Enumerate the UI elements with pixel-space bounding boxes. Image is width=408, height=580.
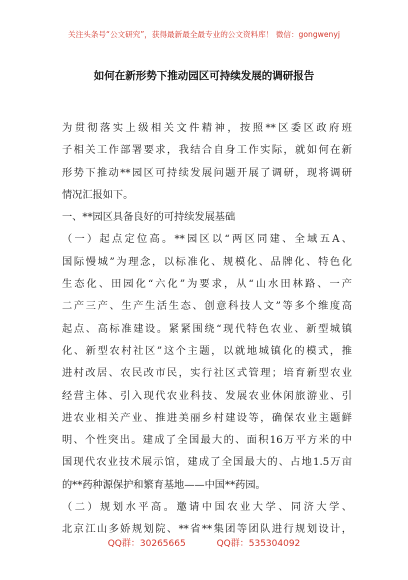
footer-qq-group-2: QQ群：535304092	[216, 539, 301, 549]
body-line: 化、新型农村社区”这个主题，以就地城镇化的模式，推	[62, 345, 352, 357]
body-line: 进农业相关产业、推进美丽乡村建设等，确保农业主题鲜	[62, 412, 352, 424]
document-body	[62, 118, 352, 542]
body-line: 起点、高标准建设。紧紧围绕“现代特色农业、新型城镇	[62, 323, 352, 335]
body-line: 进村改居、农民改市民，实行社区式管理；培育新型农业	[62, 368, 352, 380]
body-line: 国际慢城”为理念，以标准化、规模化、品牌化、特色化	[62, 256, 352, 268]
body-line: 北京江山多娇规划院、**省**集团等团队进行规划设计，	[62, 524, 352, 536]
body-line: 情况汇报如下。	[62, 189, 134, 201]
body-line: 二产三产、生产生活生态、创意科技人文”等多个维度高	[62, 301, 352, 313]
section-heading: 一、**园区具备良好的可持续发展基础	[62, 212, 236, 224]
footer-qq-group-1: QQ群：30265665	[107, 539, 186, 549]
body-line: 形势下推动**园区可持续发展问题开展了调研，现将调研	[62, 167, 352, 179]
body-line: 国现代农业技术展示馆，建成了全国最大的、占地1.5万亩	[62, 457, 352, 469]
body-line: 为贯彻落实上级相关文件精神，按照**区委区政府班	[62, 123, 352, 134]
footer-contacts	[0, 536, 408, 549]
body-line: 经营主体、引入现代农业科技、发展农业休闲旅游业、引	[62, 390, 352, 402]
body-line: 子相关工作部署要求，我结合自身工作实际，就如何在新	[62, 145, 352, 157]
body-line: （一）起点定位高。**园区以“两区同建、全域五A、	[62, 234, 352, 246]
header-banner: 关注头条号“公文研究”，获得最新最全最专业的公文资料库！ 微信：gongwenyj	[68, 30, 340, 39]
body-line: 生态化、田园化“六化”为要求，从“山水田林路、一产	[62, 279, 352, 291]
document-title: 如何在新形势下推动园区可持续发展的调研报告	[93, 70, 315, 82]
body-line: 明、个性突出。建成了全国最大的、面积16万平方米的中	[62, 435, 352, 447]
body-line: （二）规划水平高。邀请中国农业大学、同济大学、	[62, 502, 352, 514]
body-line: 的**药种源保护和繁育基地——中国**药园。	[62, 479, 266, 491]
